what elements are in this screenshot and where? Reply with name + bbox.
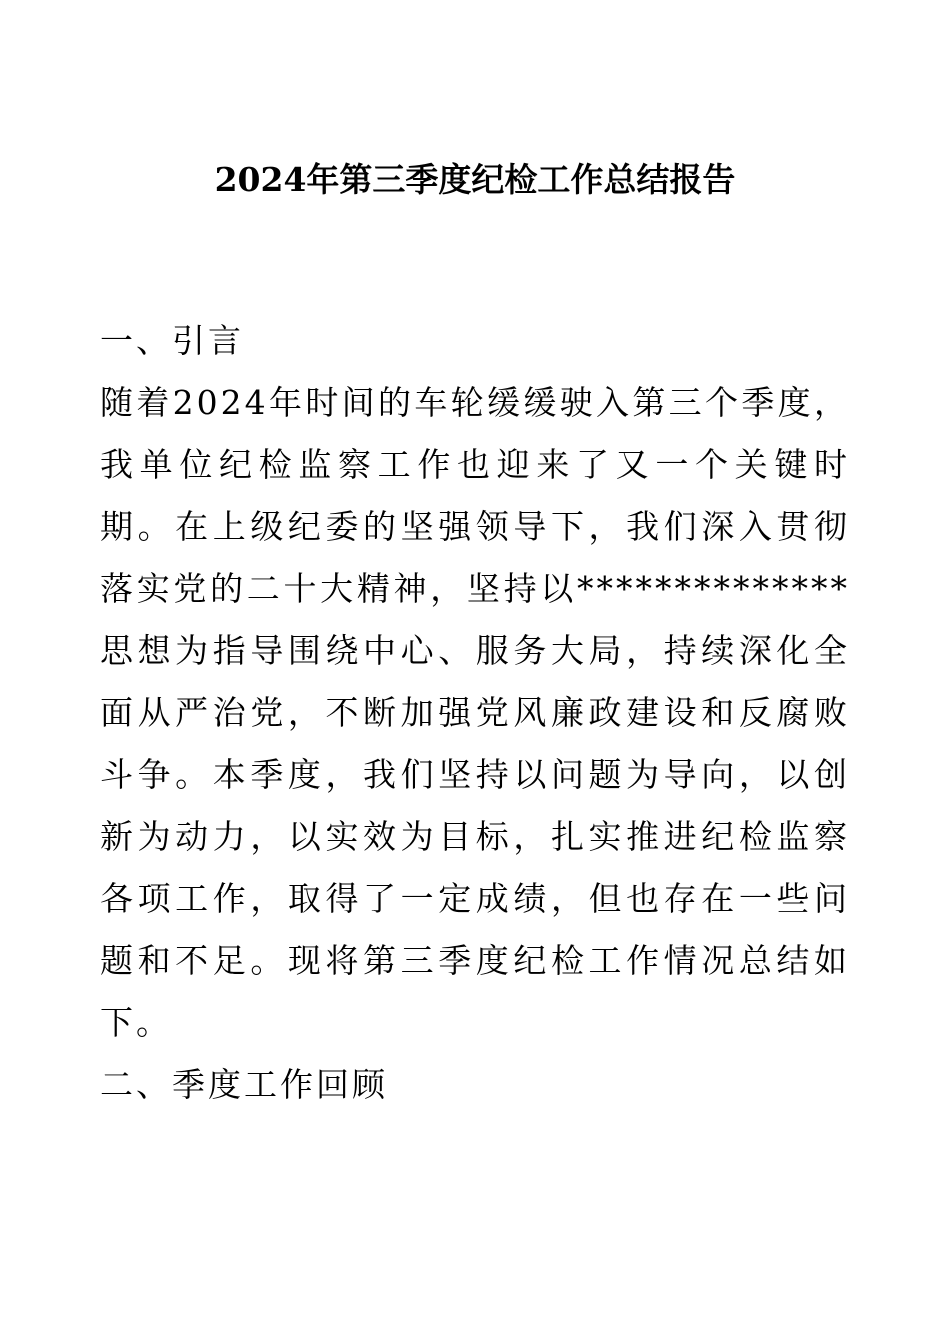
document-body bbox=[100, 310, 850, 1116]
introduction-paragraph: 随着2024年时间的车轮缓缓驶入第三个季度，我单位纪检监察工作也迎来了又一个关键时期。在上级纪委的坚强领导下，我们深入贯彻落实党的二十大精神，坚持以**************思想为指导围绕中心、服务大局，持续深化全面从严治党，不断加强党风廉政建设和反腐败斗争。本季度，我们坚持以问题为导向，以创新为动力，以实效为目标，扎实推进纪检监察各项工作，取得了一定成绩，但也存在一些问题和不足。现将第三季度纪检工作情况总结如下。 bbox=[100, 383, 850, 1042]
section-heading-introduction: 一、引言 bbox=[100, 321, 244, 360]
document-title: 2024年第三季度纪检工作总结报告 bbox=[214, 160, 736, 199]
section-heading-quarter-review: 二、季度工作回顾 bbox=[100, 1065, 388, 1104]
